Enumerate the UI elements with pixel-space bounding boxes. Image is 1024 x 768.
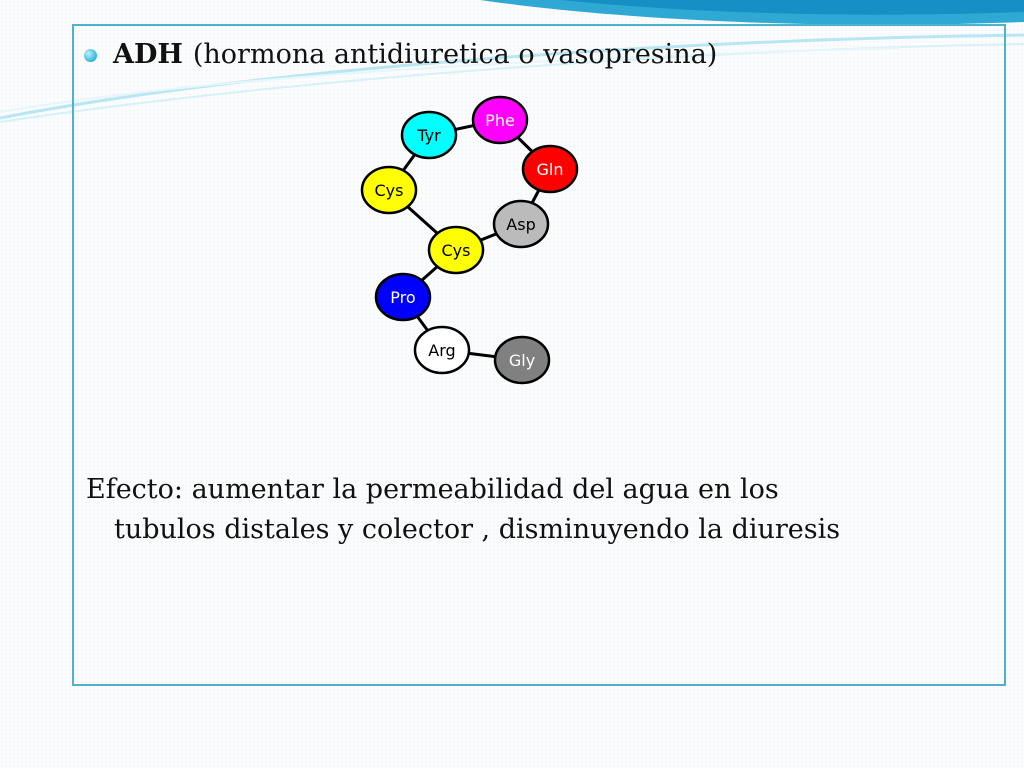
residue-node-pro-6 bbox=[376, 274, 430, 320]
residue-node-cys-5 bbox=[429, 227, 483, 273]
residue-node-cys-3 bbox=[362, 167, 416, 213]
residue-label: Phe bbox=[485, 111, 515, 130]
residue-node-arg-7 bbox=[415, 327, 469, 373]
effect-line-1: Efecto: aumentar la permeabilidad del agua en los bbox=[86, 474, 779, 505]
residue-label: Gln bbox=[536, 160, 564, 179]
residue-node-phe-0 bbox=[473, 97, 527, 143]
residue-label: Asp bbox=[506, 215, 536, 234]
residue-label: Cys bbox=[374, 181, 404, 200]
residue-node-asp-4 bbox=[494, 201, 548, 247]
residue-node-gln-2 bbox=[523, 146, 577, 192]
heading-abbreviation: ADH bbox=[113, 38, 183, 70]
residue-label: Tyr bbox=[417, 126, 441, 145]
vasopressin-structure-diagram bbox=[356, 92, 564, 382]
residue-label: Cys bbox=[441, 241, 471, 260]
residue-node-tyr-1 bbox=[402, 112, 456, 158]
bullet-icon bbox=[84, 49, 97, 62]
residue-node-gly-8 bbox=[495, 337, 549, 383]
effect-line-2: tubulos distales y colector , disminuyendo la diuresis bbox=[114, 514, 841, 545]
residue-label: Arg bbox=[428, 341, 456, 360]
residue-label: Pro bbox=[390, 288, 416, 307]
effect-description bbox=[86, 470, 986, 550]
residue-label: Gly bbox=[508, 351, 536, 370]
slide-heading bbox=[84, 34, 717, 74]
heading-description: (hormona antidiuretica o vasopresina) bbox=[192, 38, 718, 70]
